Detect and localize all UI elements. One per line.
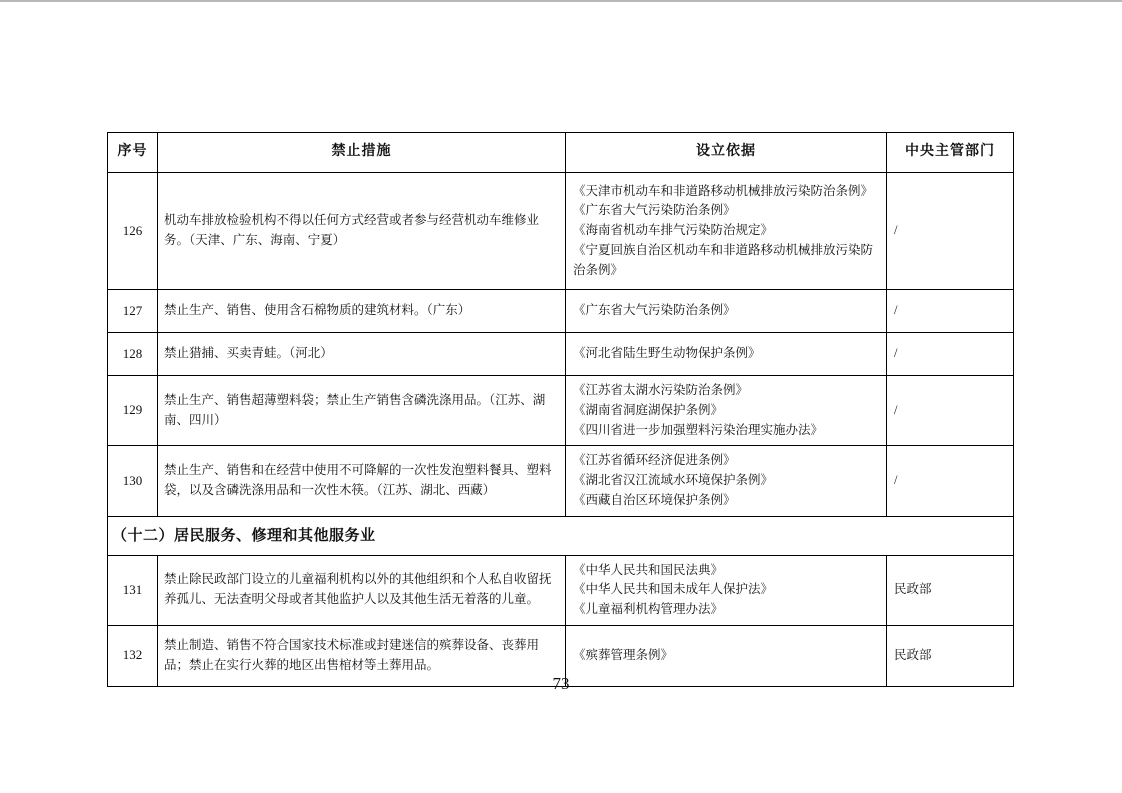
department-cell: / xyxy=(887,376,1014,446)
measure-cell: 禁止制造、销售不符合国家技术标准或封建迷信的殡葬设备、丧葬用品；禁止在实行火葬的地区出售棺材等土葬用品。 xyxy=(158,625,566,686)
basis-line: 《天津市机动车和非道路移动机械排放污染防治条例》 xyxy=(573,183,874,198)
basis-line: 《湖南省洞庭湖保护条例》 xyxy=(573,402,724,417)
page-number: 73 xyxy=(552,674,570,693)
basis-line: 《湖北省汉江流域水环境保护条例》 xyxy=(573,473,774,487)
measure-cell: 机动车排放检验机构不得以任何方式经营或者参与经营机动车维修业务。（天津、广东、海南、宁夏） xyxy=(158,173,566,290)
department-cell: / xyxy=(887,333,1014,376)
basis-line: 《宁夏回族自治区机动车和非道路移动机械排放污染防治条例》 xyxy=(573,242,874,277)
measure-cell: 禁止生产、销售超薄塑料袋；禁止生产销售含磷洗涤用品。（江苏、湖南、四川） xyxy=(158,376,566,446)
table-row xyxy=(108,173,1014,290)
basis-line: 《中华人民共和国未成年人保护法》 xyxy=(573,582,774,597)
basis-cell xyxy=(566,555,887,625)
basis-line: 《广东省大气污染防治条例》 xyxy=(573,203,736,218)
table-row xyxy=(108,290,1014,333)
header-establishment-basis: 设立依据 xyxy=(566,133,887,173)
basis-cell xyxy=(566,376,887,446)
basis-line: 《殡葬管理条例》 xyxy=(573,647,674,662)
section-header: （十二）居民服务、修理和其他服务业 xyxy=(108,516,1014,555)
basis-line: 《江苏省太湖水污染防治条例》 xyxy=(573,383,749,397)
basis-cell xyxy=(566,173,887,290)
basis-line: 《四川省进一步加强塑料污染治理实施办法》 xyxy=(573,422,824,437)
table-row xyxy=(108,446,1014,516)
basis-cell xyxy=(566,333,887,376)
basis-line: 《中华人民共和国民法典》 xyxy=(573,562,724,577)
measure-cell: 禁止生产、销售和在经营中使用不可降解的一次性发泡塑料餐具、塑料袋，以及含磷洗涤用品和一次性木筷。（江苏、湖北、西藏） xyxy=(158,446,566,516)
department-cell: / xyxy=(887,446,1014,516)
row-id-cell: 132 xyxy=(108,625,158,686)
measure-cell: 禁止生产、销售、使用含石棉物质的建筑材料。（广东） xyxy=(158,290,566,333)
basis-line: 《海南省机动车排气污染防治规定》 xyxy=(573,223,774,238)
row-id-cell: 130 xyxy=(108,446,158,516)
measure-cell: 禁止除民政部门设立的儿童福利机构以外的其他组织和个人私自收留抚养孤儿、无法查明父母或者其他监护人以及其他生活无着落的儿童。 xyxy=(158,555,566,625)
basis-line: 《江苏省循环经济促进条例》 xyxy=(573,453,736,468)
basis-line: 《西藏自治区环境保护条例》 xyxy=(573,492,736,507)
department-cell: / xyxy=(887,173,1014,290)
section-header-row xyxy=(108,516,1014,555)
basis-line: 《广东省大气污染防治条例》 xyxy=(573,303,736,318)
basis-line: 《儿童福利机构管理办法》 xyxy=(573,602,724,616)
department-cell: 民政部 xyxy=(887,555,1014,625)
row-id-cell: 126 xyxy=(108,173,158,290)
table-row xyxy=(108,376,1014,446)
basis-cell xyxy=(566,446,887,516)
row-id-cell: 131 xyxy=(108,555,158,625)
department-cell: 民政部 xyxy=(887,625,1014,686)
basis-line: 《河北省陆生野生动物保护条例》 xyxy=(573,346,761,361)
header-central-department: 中央主管部门 xyxy=(887,133,1014,173)
row-id-cell: 129 xyxy=(108,376,158,446)
row-id-cell: 128 xyxy=(108,333,158,376)
table-row xyxy=(108,333,1014,376)
header-prohibited-measure: 禁止措施 xyxy=(158,133,566,173)
measure-cell: 禁止猎捕、买卖青蛙。（河北） xyxy=(158,333,566,376)
department-cell: / xyxy=(887,290,1014,333)
row-id-cell: 127 xyxy=(108,290,158,333)
scan-artifact-line xyxy=(0,0,1122,2)
prohibition-measures-table xyxy=(107,132,1014,687)
header-serial-number: 序号 xyxy=(108,133,158,173)
basis-cell xyxy=(566,290,887,333)
table-header-row xyxy=(108,133,1014,173)
table-row xyxy=(108,555,1014,625)
